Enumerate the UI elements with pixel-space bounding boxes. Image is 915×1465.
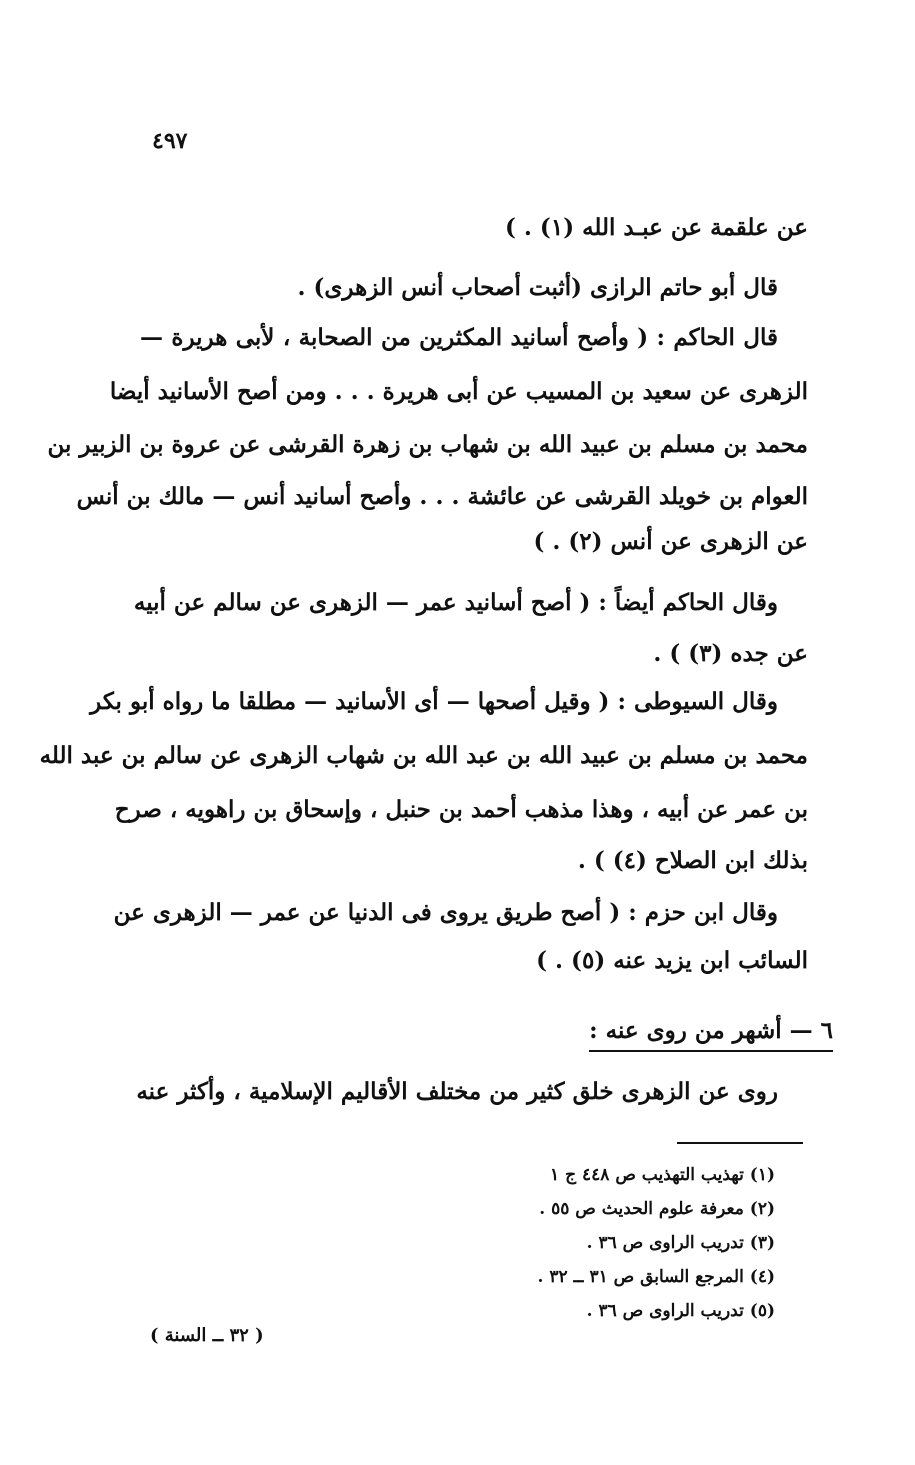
text-line: العوام بن خويلد القرشى عن عائشة . . . وأصح أسانيد أنس — مالك بن أنس (76, 483, 808, 510)
footnote-divider (677, 1142, 803, 1144)
text-line: عن جده (٣) ) . (653, 640, 808, 667)
text-line: عن الزهرى عن أنس (٢) . ) (533, 528, 808, 555)
footnote: (٤) المرجع السابق ص ٣١ ــ ٣٢ . (537, 1267, 775, 1287)
text-line: عن علقمة عن عبـد الله⁠ (١) . ) (505, 214, 808, 241)
footnote: (٢) معرفة علوم الحديث ص ٥٥ . (539, 1199, 775, 1219)
text-line: بن عمر عن أبيه ، وهذا مذهب أحمد بن حنبل ، وإسحاق بن راهويه ، صرح (114, 796, 808, 823)
page-number: ٤٩٧ (152, 128, 188, 154)
text-line: بذلك ابن الصلاح (٤) ) . (577, 847, 808, 874)
section-heading: ٦ — أشهر من روى عنه : (589, 1017, 833, 1052)
footnote: (١) تهذيب التهذيب ص ٤٤٨ ج ١ (550, 1165, 775, 1185)
text-line: محمد بن مسلم بن عبيد الله بن عبد الله بن شهاب الزهرى عن سالم بن عبد الله (39, 742, 808, 769)
main-text (39, 0, 808, 1110)
signature-mark: ( ٣٢ ــ السنة ) (150, 1325, 264, 1346)
footnotes (538, 1158, 775, 1328)
footnote: (٥) تدريب الراوى ص ٣٦ . (586, 1301, 775, 1321)
text-line: قال الحاكم : ( وأصح أسانيد المكثرين من الصحابة ، لأبى هريرة — (140, 324, 778, 351)
text-line: محمد بن مسلم بن عبيد الله بن شهاب بن زهرة القرشى عن عروة بن الزبير بن (47, 431, 808, 458)
text-line: السائب ابن يزيد عنه (٥) . ) (536, 947, 808, 974)
footnote: (٣) تدريب الراوى ص ٣٦ . (586, 1233, 775, 1253)
text-line: الزهرى عن سعيد بن المسيب عن أبى هريرة . . . ومن أصح الأسانيد أيضا (109, 378, 808, 405)
text-line: وقال ابن حزم : ( أصح طريق يروى فى الدنيا عن عمر — الزهرى عن (113, 899, 778, 926)
text-line: روى عن الزهرى خلق كثير من مختلف الأقاليم الإسلامية ، وأكثر عنه (136, 1078, 778, 1105)
text-line: قال أبو حاتم الرازى (أثبت أصحاب أنس الزهرى) . (297, 274, 778, 301)
text-line: وقال الحاكم أيضاً : ( أصح أسانيد عمر — الزهرى عن سالم عن أبيه (133, 589, 778, 616)
text-line: وقال السيوطى : ( وقيل أصحها — أى الأسانيد — مطلقا ما رواه أبو بكر (90, 688, 778, 715)
